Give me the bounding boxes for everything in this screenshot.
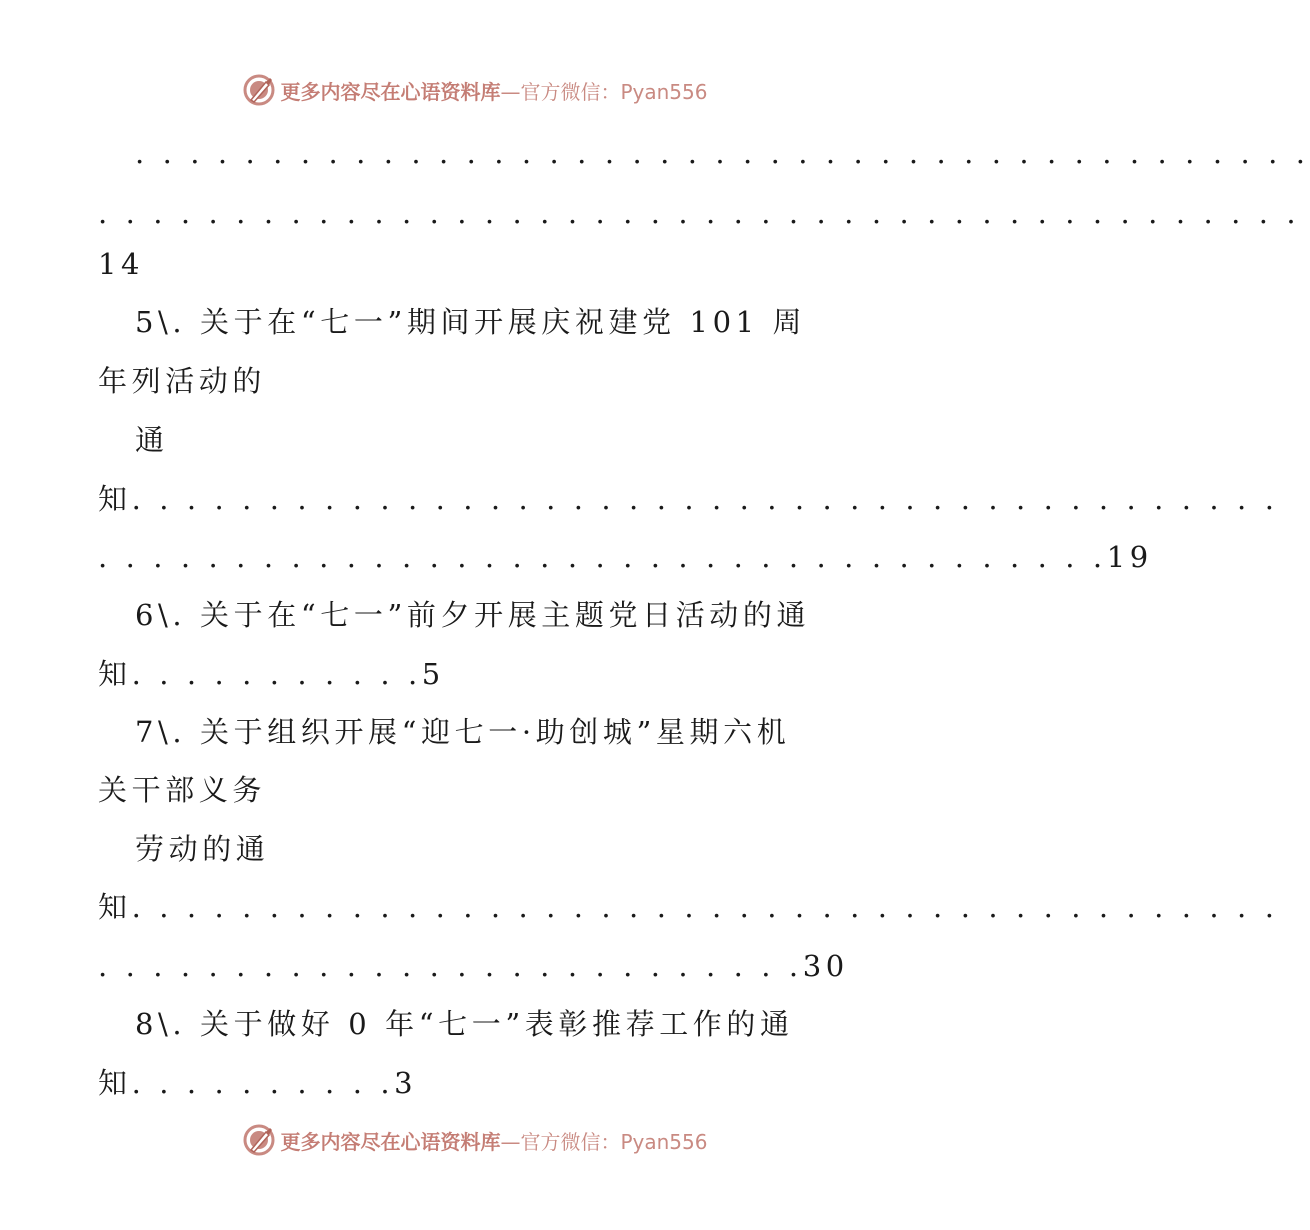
toc-entry-title: 5\. 关于在“七一”期间开展庆祝建党 101 周 xyxy=(135,305,807,339)
pen-logo-icon xyxy=(242,73,276,107)
banner-wechat-text: 官方微信：Pyan556 xyxy=(520,79,708,104)
toc-entry-title: 通 xyxy=(135,423,169,457)
toc-entry-leader: 知. . . . . . . . . . . . . . . . . . . . . . . . . . . . . . . . . . . . . . . . . . xyxy=(98,482,1279,516)
toc-entry-leader: 知. . . . . . . . . . . . . . . . . . . . . . . . . . . . . . . . . . . . . . . . . . xyxy=(98,890,1279,924)
toc-entry-leader-page: . . . . . . . . . . . . . . . . . . . . . . . . . . . . . . . . . . . . .19 xyxy=(98,540,1153,574)
banner-dash: — xyxy=(500,1129,521,1154)
toc-entry-title: 关干部义务 xyxy=(98,773,267,807)
banner-site-text: 更多内容尽在心语资料库 xyxy=(280,79,501,104)
toc-page-number: 14 xyxy=(98,247,145,281)
toc-entry-leader-page: 知. . . . . . . . . .3 xyxy=(98,1066,418,1100)
toc-leader-dots: . . . . . . . . . . . . . . . . . . . . . . . . . . . . . . . . . . . . . . . . . . . . xyxy=(98,196,1301,230)
banner-site-text: 更多内容尽在心语资料库 xyxy=(280,1129,501,1154)
toc-entry-leader-page: . . . . . . . . . . . . . . . . . . . . . . . . . .30 xyxy=(98,949,849,983)
toc-entry-leader-page: 知. . . . . . . . . . .5 xyxy=(98,657,445,691)
pen-logo-icon xyxy=(242,1123,276,1157)
toc-entry-title: 劳动的通 xyxy=(135,832,270,866)
toc-leader-dots: . . . . . . . . . . . . . . . . . . . . . . . . . . . . . . . . . . . . . . . . . . . xyxy=(135,136,1310,170)
toc-entry-title: 7\. 关于组织开展“迎七一·助创城”星期六机 xyxy=(135,715,791,749)
banner-dash: — xyxy=(500,79,521,104)
header-watermark-banner xyxy=(0,68,950,112)
footer-watermark-banner xyxy=(0,1118,950,1162)
banner-wechat-text: 官方微信：Pyan556 xyxy=(520,1129,708,1154)
toc-entry-title: 6\. 关于在“七一”前夕开展主题党日活动的通 xyxy=(135,598,811,632)
toc-entry-title: 年列活动的 xyxy=(98,364,267,398)
toc-entry-title: 8\. 关于做好 0 年“七一”表彰推荐工作的通 xyxy=(135,1007,794,1041)
